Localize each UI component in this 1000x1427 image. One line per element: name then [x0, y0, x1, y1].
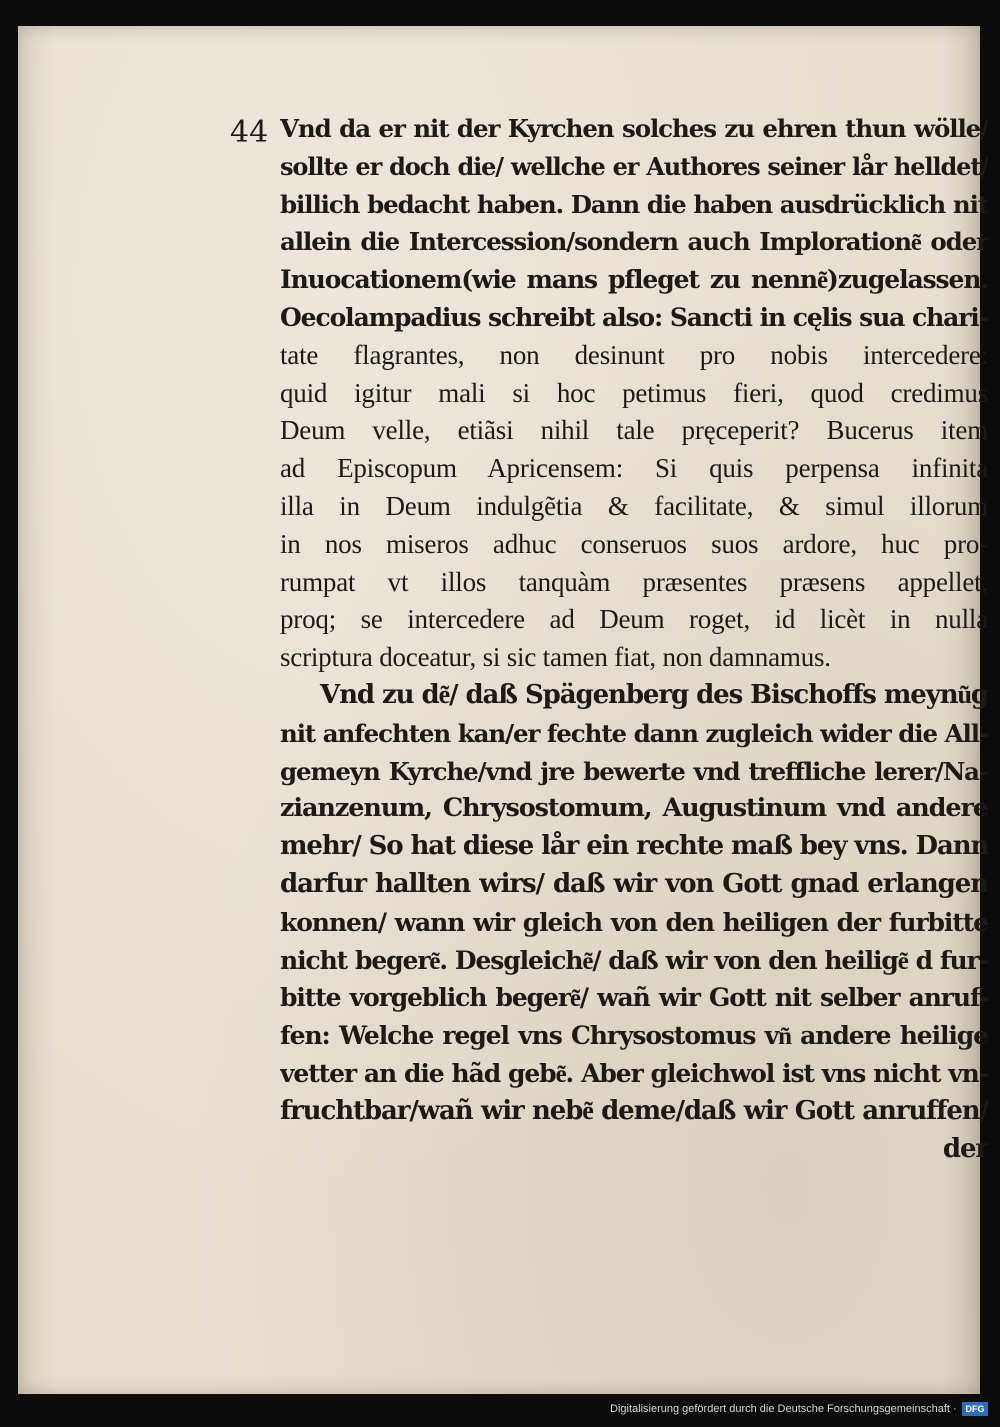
text-line: nit anfechten kan/er fechte dann zugleich wider die All-: [280, 718, 988, 748]
text-line: bitte vorgeblich begere͂/ wañ wir Gott nit selber anruf-: [280, 983, 988, 1013]
text-line: ad Episcopum Apricensem: Si quis perpensa infinita: [280, 453, 988, 484]
digitization-credit: Digitalisierung gefördert durch die Deutsche Forschungsgemeinschaft ·: [610, 1403, 957, 1415]
text-line: zianzenum, Chrysostomum, Augustinum vnd andere: [280, 793, 988, 824]
text-line: scriptura doceatur, si sic tamen fiat, non damnamus.: [280, 642, 831, 673]
text-line: mehr/ So hat diese lår ein rechte maß bey vns. Dann: [280, 831, 988, 862]
text-line: fen: Welche regel vns Chrysostomus vn͂ andere heilige: [280, 1021, 988, 1051]
text-line: Vnd da er nit der Kyrchen solches zu ehren thun wölle/: [280, 114, 988, 143]
text-block: [280, 110, 988, 1168]
text-line: sollte er doch die/ wellche er Authores seiner lår helldet/: [280, 151, 988, 181]
book-page: [18, 26, 988, 1394]
text-line: allein die Intercession/sondern auch Imploratione͂ oder: [280, 227, 988, 257]
text-line: fruchtbar/wañ wir nebe͂ deme/daß wir Gott anruffen/: [280, 1095, 988, 1126]
text-line: billich bedacht haben. Dann die haben ausdrücklich nit: [280, 189, 988, 219]
text-line: Vnd zu de͂/ daß Spägenberg des Bischoffs meynu͂g: [320, 679, 988, 710]
text-line: nicht begere͂. Desgleiche͂/ daß wir von den heilige͂ d fur-: [280, 945, 988, 975]
text-line: quid igitur mali si hoc petimus fieri, quod credimus: [280, 377, 988, 408]
text-line: gemeyn Kyrche/vnd jre bewerte vnd treffliche lerer/Na-: [280, 756, 988, 786]
text-line: illa in Deum indulgẽtia & facilitate, & simul illorum: [280, 490, 988, 521]
text-line: Oecolampadius schreibt also: Sancti in cęlis sua chari-: [280, 302, 988, 332]
page-number: 44: [230, 115, 269, 150]
text-line: Deum velle, etiãsi nihil tale pręceperit? Bucerus item: [280, 415, 988, 446]
text-line: konnen/ wann wir gleich von den heiligen der furbitte: [280, 907, 988, 937]
text-line: proq; se intercedere ad Deum roget, id licèt in nulla: [280, 604, 988, 635]
text-line: darfur hallten wirs/ daß wir von Gott gnad erlangen: [280, 868, 988, 899]
text-line: vetter an die hãd gebe͂. Aber gleichwol ist vns nicht vn-: [280, 1058, 988, 1088]
text-line: tate flagrantes, non desinunt pro nobis intercedere:: [280, 339, 988, 370]
text-line: in nos miseros adhuc conseruos suos ardore, huc pro-: [280, 528, 988, 559]
dfg-logo: DFG: [962, 1402, 988, 1416]
text-line: rumpat vt illos tanquàm præsentes præsens appellet,: [280, 566, 988, 597]
catchword: der: [942, 1133, 988, 1164]
text-line: Inuocationem(wie mans pfleget zu nenne͂)zugelassen.: [280, 265, 988, 295]
